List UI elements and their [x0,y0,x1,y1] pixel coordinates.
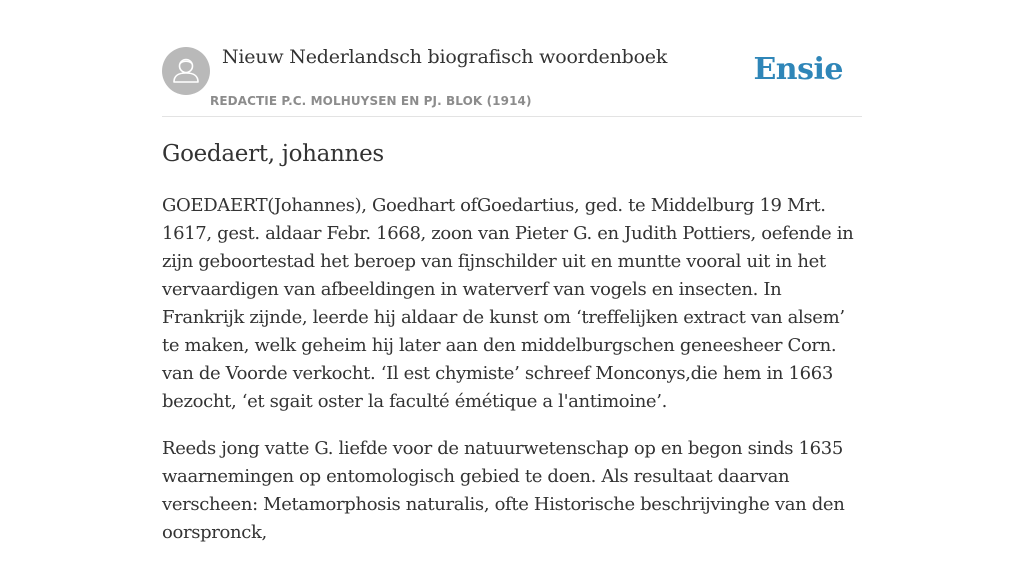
source-subtitle: REDACTIE P.C. MOLHUYSEN EN PJ. BLOK (1914) [210,94,532,108]
source-title[interactable]: Nieuw Nederlandsch biografisch woordenboek [222,46,668,68]
page [162,0,862,543]
user-silhouette-icon-svg [162,47,210,95]
source-header [162,0,862,117]
entry-title: Goedaert, johannes [162,141,384,167]
ensie-logo[interactable]: Ensie [753,52,843,87]
user-silhouette-icon[interactable] [162,47,210,95]
article-paragraph: Reeds jong vatte G. liefde voor de natuurwetenschap op en begon sinds 1635 waarnemingen op entomologisch gebied te doen. Als resultaat daarvan verscheen: Metamorphosis naturalis, ofte Historische beschrijvinghe van den oorspronck, [162,438,845,543]
article-paragraph: GOEDAERT(Johannes), Goedhart ofGoedartius, ged. te Middelburg 19 Mrt. 1617, gest. aldaar Febr. 1668, zoon van Pieter G. en Judith Pottiers, oefende in zijn geboortestad het beroep van fijnschilder uit en muntte vooral uit in het vervaardigen van afbeeldingen in waterverf van vogels en insecten. In Frankrijk zijnde, leerde hij aldaar de kunst om ‘treffelijken extract van alsem’ te maken, welk geheim hij later aan den middelburgschen geneesheer Corn. van de Voorde verkocht. ‘Il est chymiste’ schreef Monconys,die hem in 1663 bezocht, ‘et sgait oster la faculté émétique a l'antimoine’. [162,195,854,412]
article-body [162,192,862,566]
